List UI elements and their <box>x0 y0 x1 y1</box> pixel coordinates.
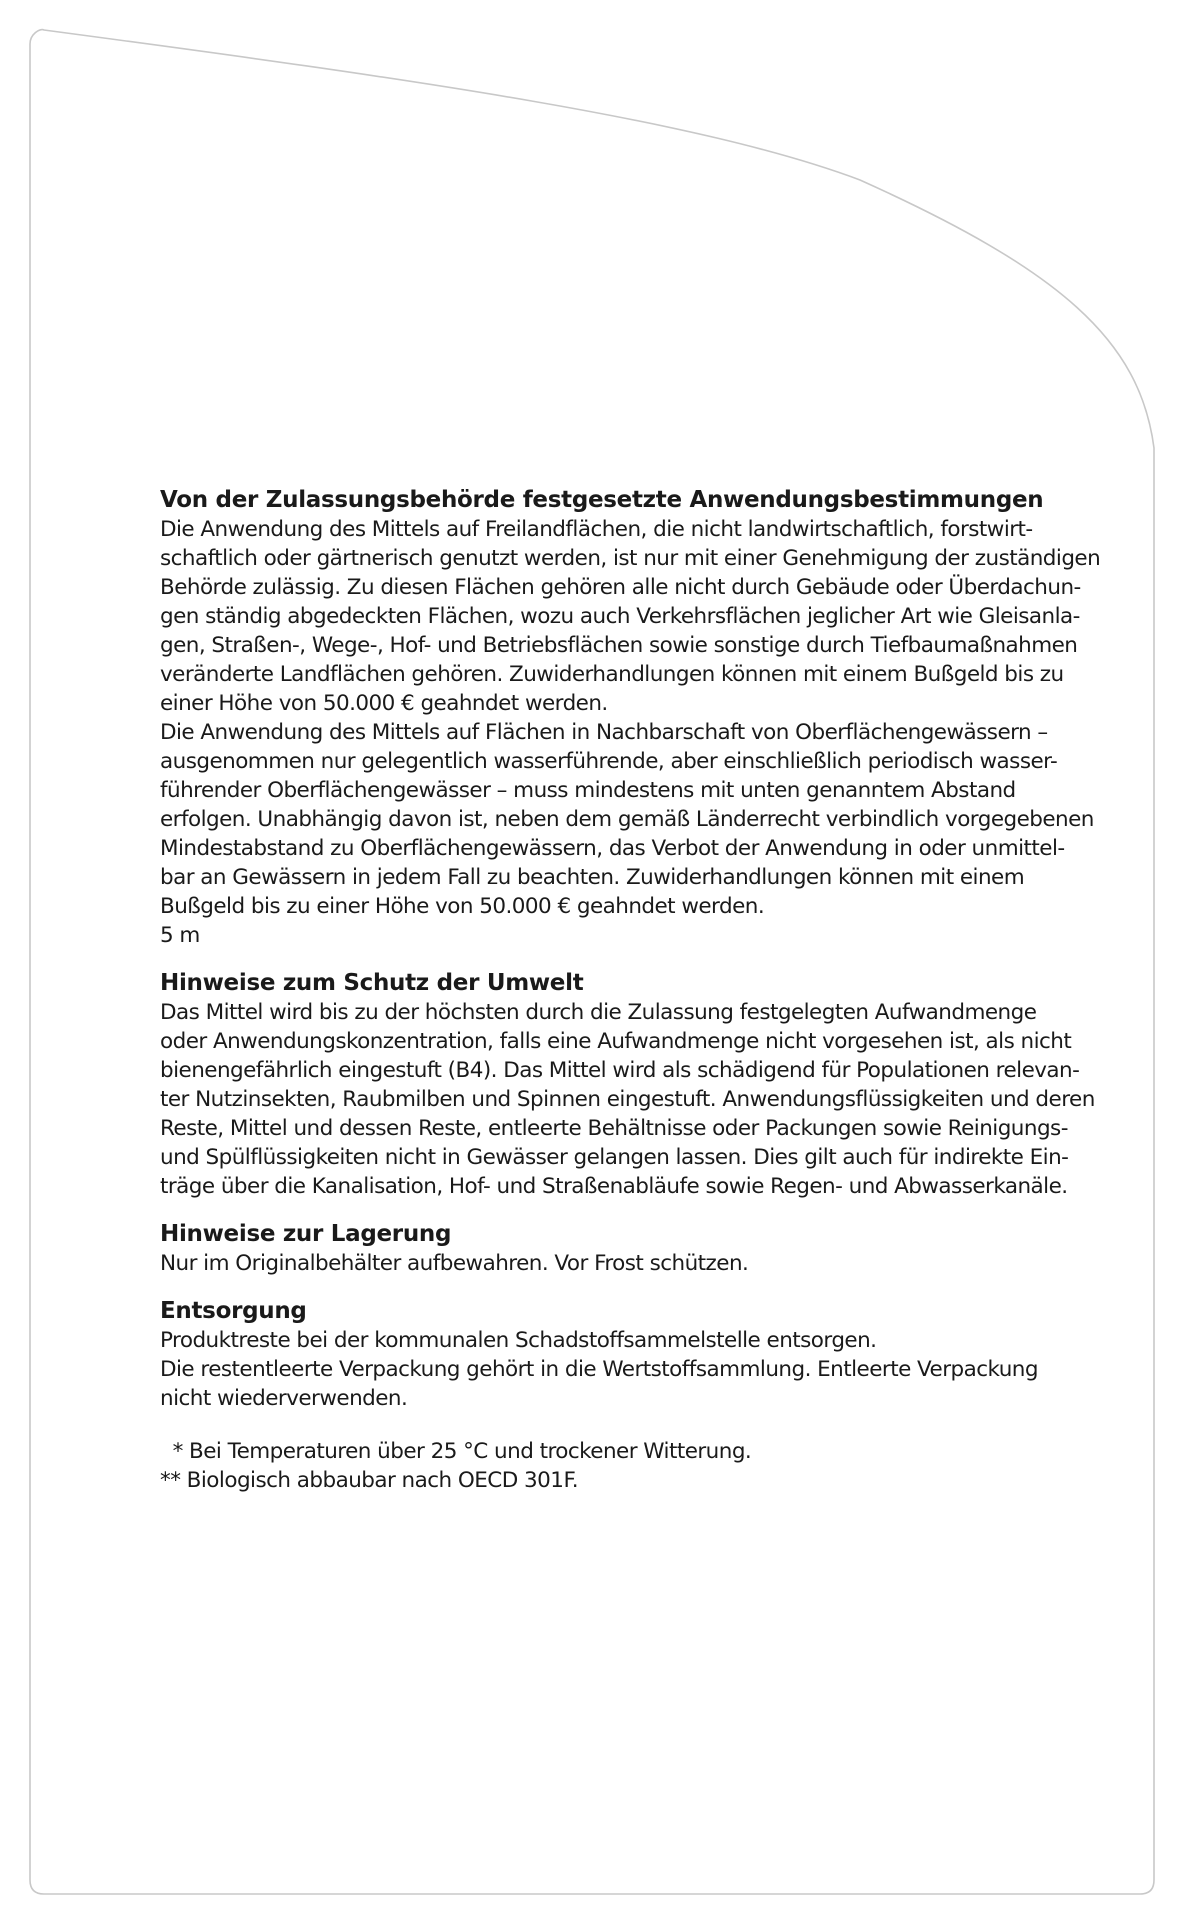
text-line: erfolgen. Unabhängig davon ist, neben dem gemäß Länderrecht verbindlich vorgegebenen <box>160 807 1094 832</box>
heading-umwelt: Hinweise zum Schutz der Umwelt <box>160 970 584 996</box>
text-line: Reste, Mittel und dessen Reste, entleerte Behältnisse oder Packungen sowie Reinigungs- <box>160 1116 1068 1141</box>
text-line: Die Anwendung des Mittels auf Flächen in Nachbarschaft von Oberflächengewässern – <box>160 720 1048 745</box>
document-body <box>160 486 1120 1495</box>
text-line: ter Nutzinsekten, Raubmilben und Spinnen eingestuft. Anwendungsflüssigkeiten und deren <box>160 1087 1095 1112</box>
text-line: veränderte Landflächen gehören. Zuwiderhandlungen können mit einem Bußgeld bis zu <box>160 662 1064 687</box>
paragraph-lagerung <box>160 1249 1120 1278</box>
text-line: träge über die Kanalisation, Hof- und Straßenabläufe sowie Regen- und Abwasserkanäle. <box>160 1174 1068 1199</box>
text-line: bar an Gewässern in jedem Fall zu beachten. Zuwiderhandlungen können mit einem <box>160 865 1025 890</box>
text-line: einer Höhe von 50.000 € geahndet werden. <box>160 691 608 716</box>
footnote-temperature: * Bei Temperaturen über 25 °C und trockener Witterung. <box>160 1439 752 1464</box>
text-line: Das Mittel wird bis zu der höchsten durch die Zulassung festgelegten Aufwandmenge <box>160 1000 1037 1025</box>
section-umwelt <box>160 969 1120 1201</box>
paragraph-umwelt <box>160 998 1120 1201</box>
paragraph-entsorgung <box>160 1326 1120 1413</box>
text-line: und Spülflüssigkeiten nicht in Gewässer gelangen lassen. Dies gilt auch für indirekte Ein- <box>160 1145 1069 1170</box>
section-anwendungsbestimmungen <box>160 486 1120 950</box>
paragraph-oberflaechengewaesser <box>160 718 1120 950</box>
text-line: schaftlich oder gärtnerisch genutzt werden, ist nur mit einer Genehmigung der zuständigen <box>160 546 1101 571</box>
distance-value: 5 m <box>160 923 200 948</box>
text-line: Nur im Originalbehälter aufbewahren. Vor Frost schützen. <box>160 1251 749 1276</box>
text-line: Produktreste bei der kommunalen Schadstoffsammelstelle entsorgen. <box>160 1328 877 1353</box>
section-lagerung <box>160 1220 1120 1278</box>
text-line: Behörde zulässig. Zu diesen Flächen gehören alle nicht durch Gebäude oder Überdachun- <box>160 575 1081 600</box>
text-line: Die Anwendung des Mittels auf Freilandflächen, die nicht landwirtschaftlich, forstwirt- <box>160 517 1033 542</box>
text-line: gen ständig abgedeckten Flächen, wozu auch Verkehrsflächen jeglicher Art wie Gleisanla- <box>160 604 1080 629</box>
text-line: bienengefährlich eingestuft (B4). Das Mittel wird als schädigend für Populationen relevan- <box>160 1058 1080 1083</box>
text-line: oder Anwendungskonzentration, falls eine Aufwandmenge nicht vorgesehen ist, als nicht <box>160 1029 1072 1054</box>
text-line: Bußgeld bis zu einer Höhe von 50.000 € geahndet werden. <box>160 894 765 919</box>
text-line: gen, Straßen-, Wege-, Hof- und Betriebsflächen sowie sonstige durch Tiefbaumaßnahmen <box>160 633 1078 658</box>
footnote-biodegradable: ** Biologisch abbaubar nach OECD 301F. <box>160 1468 579 1493</box>
heading-lagerung: Hinweise zur Lagerung <box>160 1221 452 1247</box>
heading-anwendungsbestimmungen: Von der Zulassungsbehörde festgesetzte Anwendungsbestimmungen <box>160 487 1044 513</box>
text-line: ausgenommen nur gelegentlich wasserführende, aber einschließlich periodisch wasser- <box>160 749 1058 774</box>
text-line: nicht wiederverwenden. <box>160 1386 408 1411</box>
text-line: Mindestabstand zu Oberflächengewässern, das Verbot der Anwendung in oder unmittel- <box>160 836 1065 861</box>
text-line: führender Oberflächengewässer – muss mindestens mit unten genanntem Abstand <box>160 778 1016 803</box>
footnotes <box>160 1437 1120 1495</box>
paragraph-freilandflaechen <box>160 515 1120 718</box>
text-line: Die restentleerte Verpackung gehört in die Wertstoffsammlung. Entleerte Verpackung <box>160 1357 1038 1382</box>
section-entsorgung <box>160 1297 1120 1413</box>
heading-entsorgung: Entsorgung <box>160 1298 307 1324</box>
